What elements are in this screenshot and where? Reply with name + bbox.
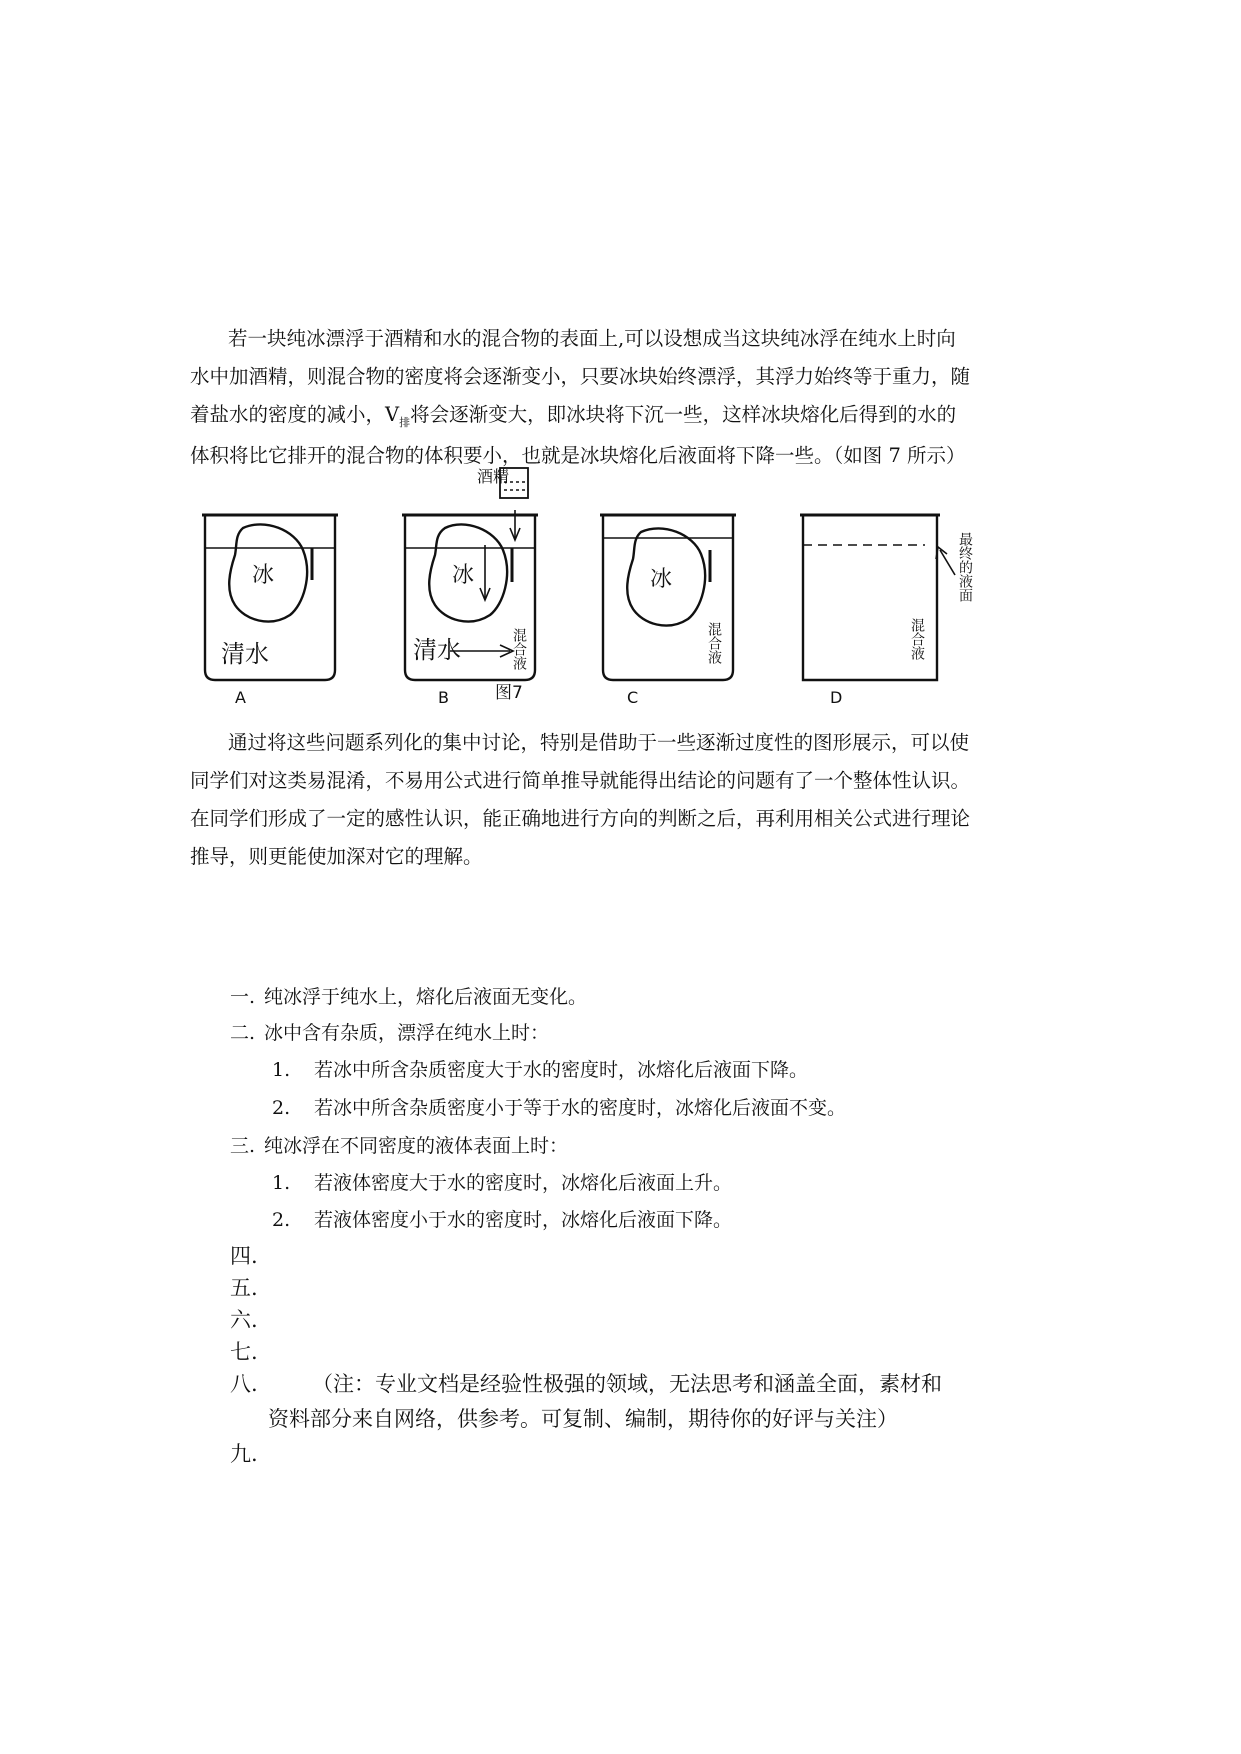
pour-label-b: 酒精 <box>477 467 510 486</box>
liquid-label-a: 清水 <box>221 640 269 668</box>
panel-letter-b: B <box>438 688 449 707</box>
mix-label-c: 混合液 <box>706 622 722 664</box>
panel-letter-c: C <box>627 688 639 707</box>
para1-line-2: 水中加酒精，则混合物的密度将会逐渐变小，只要冰块始终漂浮，其浮力始终等于重力，随 <box>190 365 971 388</box>
list-item: 四. <box>230 1244 258 1268</box>
list-item: 七. <box>230 1340 258 1364</box>
list-item: 1. 若冰中所含杂质密度大于水的密度时，冰熔化后液面下降。 <box>272 1059 809 1081</box>
ice-label-a: 冰 <box>252 563 275 588</box>
figure-caption: 图7 <box>495 683 523 703</box>
paragraph-intro <box>190 320 1060 475</box>
panel-letter-a: A <box>235 688 246 707</box>
para1-line-4: 体积将比它排开的混合物的体积要小，也就是冰块熔化后液面将下降一些。（如图 7 所示） <box>190 444 966 467</box>
ice-label-b: 冰 <box>452 563 475 588</box>
paragraph-discussion <box>190 724 1060 876</box>
list-item: 2. 若冰中所含杂质密度小于等于水的密度时，冰熔化后液面不变。 <box>272 1097 847 1119</box>
list-item: 六. <box>230 1308 258 1332</box>
list-item: 二. 冰中含有杂质，漂浮在纯水上时： <box>230 1022 550 1044</box>
list-item: 2. 若液体密度小于水的密度时，冰熔化后液面下降。 <box>272 1209 733 1231</box>
para2-line-4: 推导，则更能使加深对它的理解。 <box>190 845 483 868</box>
list-item: 九. <box>230 1442 258 1466</box>
list-item: 1. 若液体密度大于水的密度时，冰熔化后液面上升。 <box>272 1172 733 1194</box>
para2-line-1: 通过将这些问题系列化的集中讨论，特别是借助于一些逐渐过度性的图形展示，可以使 <box>228 731 970 754</box>
para2-line-2: 同学们对这类易混淆，不易用公式进行简单推导就能得出结论的问题有了一个整体性认识。 <box>190 769 971 792</box>
list-item: 一. 纯冰浮于纯水上，熔化后液面无变化。 <box>230 986 588 1008</box>
para1-line-1: 若一块纯冰漂浮于酒精和水的混合物的表面上,可以设想成当这块纯冰浮在纯水上时向 <box>228 327 956 350</box>
ice-label-c: 冰 <box>650 567 673 592</box>
list-item: 三. 纯冰浮在不同密度的液体表面上时： <box>230 1135 569 1157</box>
liquid-label-b: 清水 <box>413 636 461 664</box>
mix-label-b: 混合液 <box>511 628 527 670</box>
final-level-label: 最终的液面 <box>957 532 973 602</box>
list-item: 八. （注：专业文档是经验性极强的领域，无法思考和涵盖全面，素材和 <box>230 1372 942 1396</box>
mix-label-d: 混合液 <box>909 618 925 660</box>
list-item: 五. <box>230 1276 258 1300</box>
panel-letter-d: D <box>830 688 843 707</box>
list-item: 资料部分来自网络，供参考。可复制、编制，期待你的好评与关注） <box>268 1407 898 1431</box>
para1-line-3: 着盐水的密度的减小，$V_排$将会逐渐变大，即冰块将下沉一些，这样冰块熔化后得到的水的 <box>190 403 957 429</box>
para2-line-3: 在同学们形成了一定的感性认识，能正确地进行方向的判断之后，再利用相关公式进行理论 <box>190 807 971 830</box>
subscript-pai: 排 <box>399 416 411 429</box>
